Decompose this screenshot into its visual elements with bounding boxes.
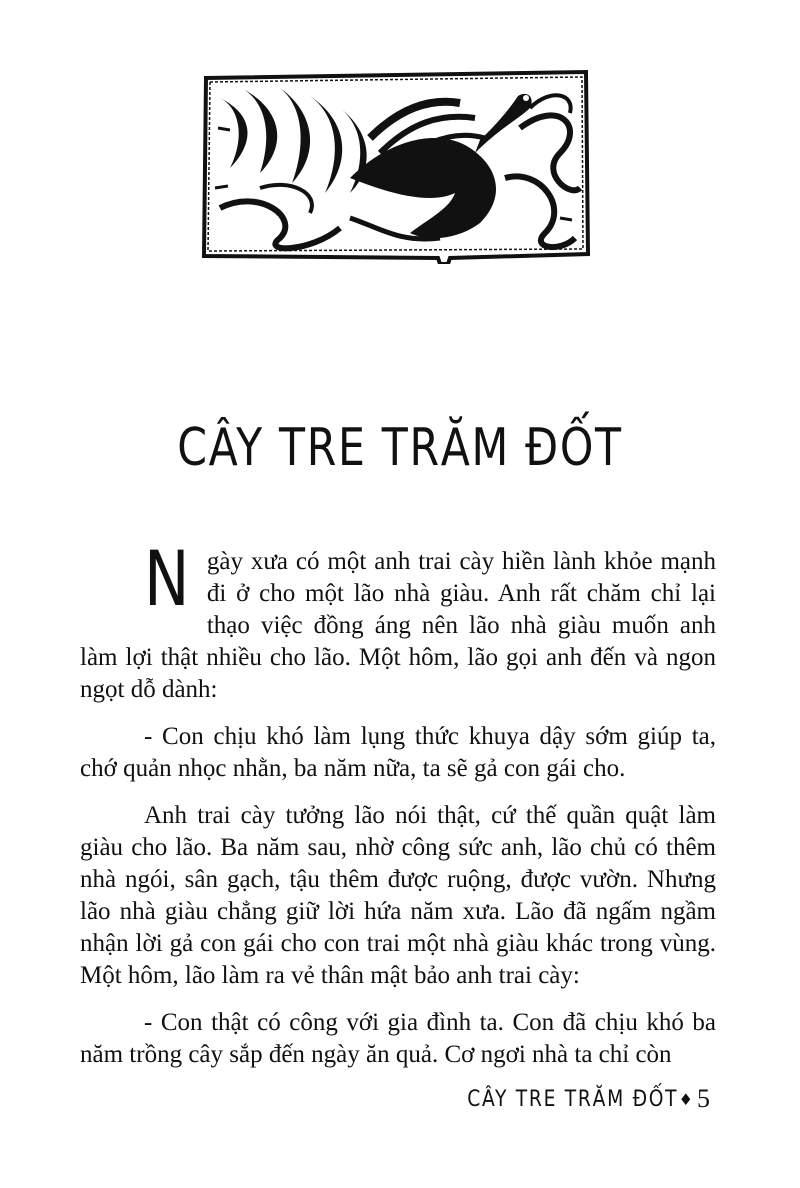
paragraph-1 [80, 534, 716, 706]
paragraph-4: - Con thật có công với gia đình ta. Con đã chịu khó ba năm trồng cây sắp đến ngày ăn quả. Cơ ngơi nhà ta chỉ còn [80, 1009, 716, 1068]
body-text [80, 534, 716, 1086]
page-footer [430, 1084, 712, 1114]
phoenix-illustration [200, 68, 592, 264]
paragraph-3: Anh trai cày tưởng lão nói thật, cứ thế quần quật làm giàu cho lão. Ba năm sau, nhờ công sức anh, lão chủ có thêm nhà ngói, sân gạch, tậu thêm được ruộng, được vườn. Nhưng lão nhà giàu chẳng giữ lời hứa năm xưa. Lão đã ngấm ngầm nhận lời gả con gái cho con trai một nhà giàu khác trong vùng. Một hôm, lão làm ra vẻ thân mật bảo anh trai cày: [80, 802, 716, 989]
paragraph-1-text: gày xưa có một anh trai cày hiền lành khỏe mạnh đi ở cho một lão nhà giàu. Anh rất chăm chỉ lại thạo việc đồng áng nên lão nhà giàu muốn anh làm lợi thật nhiều cho lão. Một hôm, lão gọi anh đến và ngon ngọt dỗ dành: [80, 548, 716, 703]
page-number: 5 [697, 1084, 712, 1113]
paragraph-2: - Con chịu khó làm lụng thức khuya dậy sớm giúp ta, chớ quản nhọc nhằn, ba năm nữa, ta sẽ gả con gái cho. [80, 723, 716, 782]
chapter-title: CÂY TRE TRĂM ĐỐT [177, 418, 623, 478]
bullet-icon: ♦ [678, 1089, 695, 1109]
dropcap-letter: N [144, 534, 190, 623]
running-head: CÂY TRE TRĂM ĐỐT [467, 1086, 679, 1112]
